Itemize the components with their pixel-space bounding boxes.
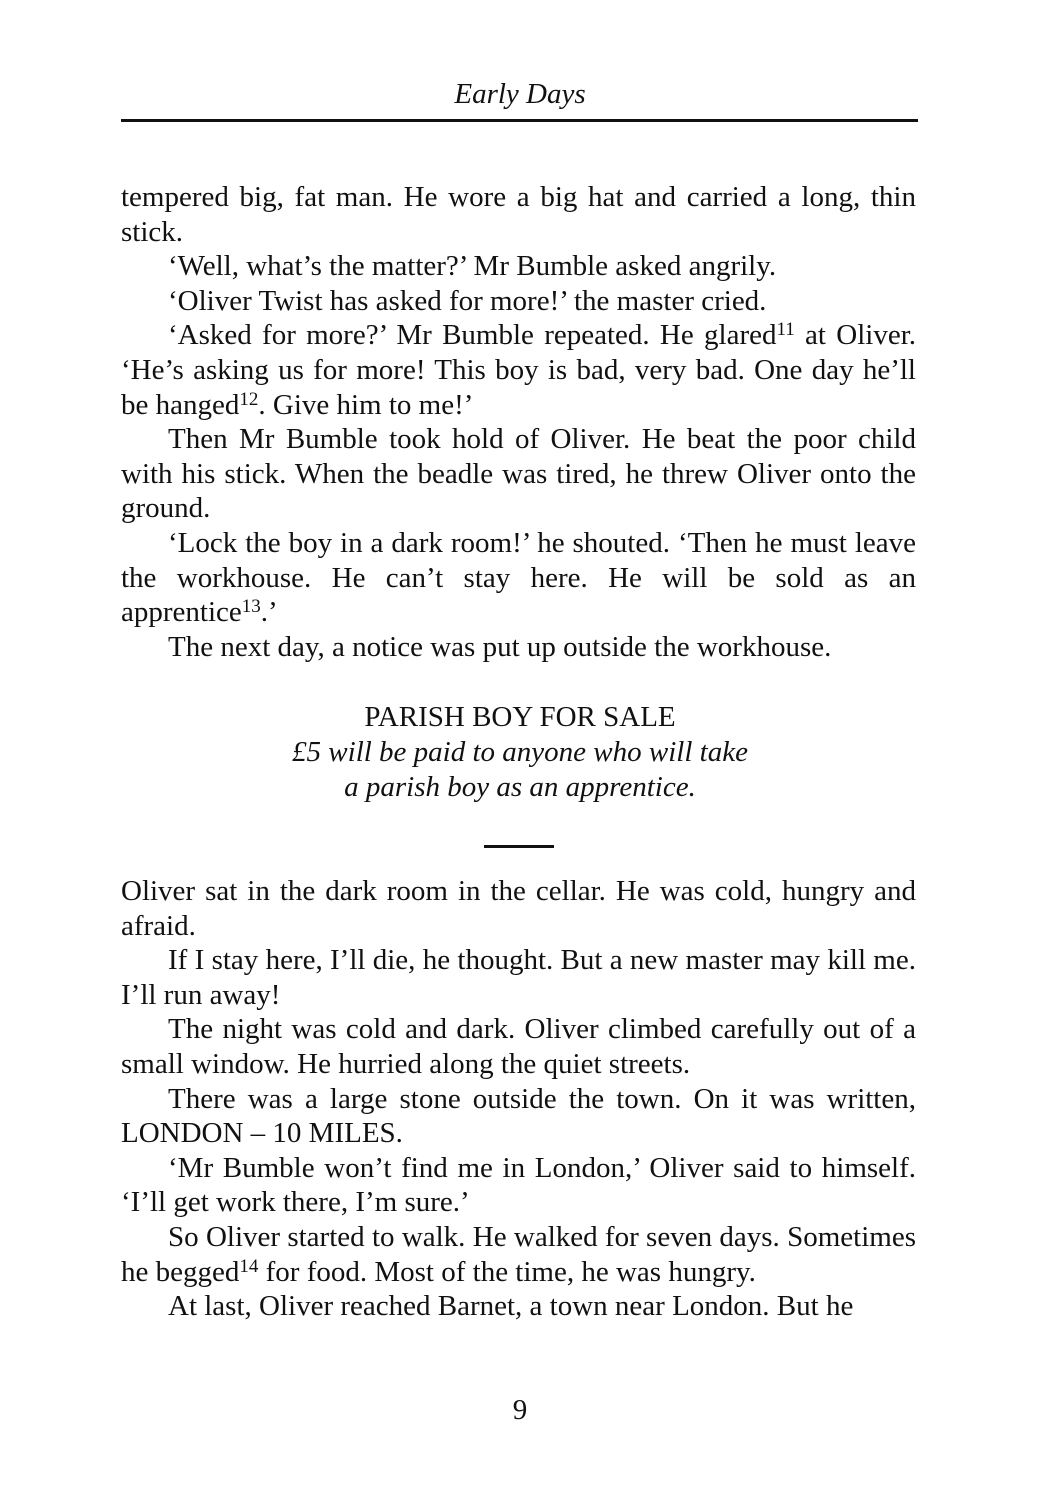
notice-line: £5 will be paid to anyone who will take <box>292 736 748 768</box>
paragraph: Oliver sat in the dark room in the cellar. He was cold, hungry and afraid. <box>121 875 916 942</box>
paragraph: tempered big, fat man. He wore a big hat and carried a long, thin stick. <box>121 181 916 248</box>
paragraph-text: So Oliver started to walk. He walked for seven days. Sometimes he begged <box>121 1220 916 1288</box>
paragraph: Then Mr Bumble took hold of Oliver. He beat the poor child with his stick. When the beadle was tired, he threw Oliver onto the ground. <box>121 423 916 525</box>
paragraph-text: for food. Most of the time, he was hungry. <box>258 1255 756 1288</box>
paragraph-text: . Give him to me!’ <box>258 388 474 421</box>
paragraph: ‘Mr Bumble won’t find me in London,’ Oliver said to himself. ‘I’ll get work there, I’m sure.’ <box>121 1151 916 1219</box>
paragraph: At last, Oliver reached Barnet, a town near London. But he <box>168 1290 854 1323</box>
paragraph-text: at Oliver. ‘He’s asking us for more! This boy is bad, very bad. One day he’ll be hanged <box>121 319 917 421</box>
page-number: 9 <box>512 1394 528 1426</box>
paragraph-text: ‘Asked for more?’ Mr Bumble repeated. He glared <box>168 319 777 352</box>
paragraph <box>121 1220 916 1289</box>
paragraph: ‘Well, what’s the matter?’ Mr Bumble asked angrily. <box>168 250 777 283</box>
workhouse-notice <box>0 700 1040 805</box>
footnote-marker: 12 <box>239 388 259 410</box>
paragraph: The next day, a notice was put up outside the workhouse. <box>168 630 832 663</box>
notice-heading: PARISH BOY FOR SALE <box>364 701 676 733</box>
paragraph <box>121 526 916 630</box>
paragraph-text: ‘Lock the boy in a dark room!’ he shouted. ‘Then he must leave the workhouse. He can’t stay here. He will be sold as an apprentice <box>121 526 916 629</box>
paragraph-text: .’ <box>260 596 278 629</box>
paragraph: There was a large stone outside the town. On it was written, LONDON – 10 MILES. <box>121 1082 916 1150</box>
running-header-title: Early Days <box>454 78 586 110</box>
footnote-marker: 14 <box>239 1255 259 1277</box>
header-rule <box>121 119 918 122</box>
body-text-bottom <box>121 874 916 1324</box>
section-break-rule <box>484 845 554 848</box>
footnote-marker: 13 <box>241 596 261 618</box>
paragraph: The night was cold and dark. Oliver climbed carefully out of a small window. He hurried along the quiet streets. <box>121 1013 916 1080</box>
footnote-marker: 11 <box>776 319 795 341</box>
paragraph: ‘Oliver Twist has asked for more!’ the master cried. <box>168 284 767 317</box>
paragraph: If I stay here, I’ll die, he thought. But a new master may kill me. I’ll run away! <box>121 944 916 1011</box>
paragraph <box>121 318 916 422</box>
notice-line: a parish boy as an apprentice. <box>344 771 696 803</box>
body-text-top <box>121 180 916 664</box>
